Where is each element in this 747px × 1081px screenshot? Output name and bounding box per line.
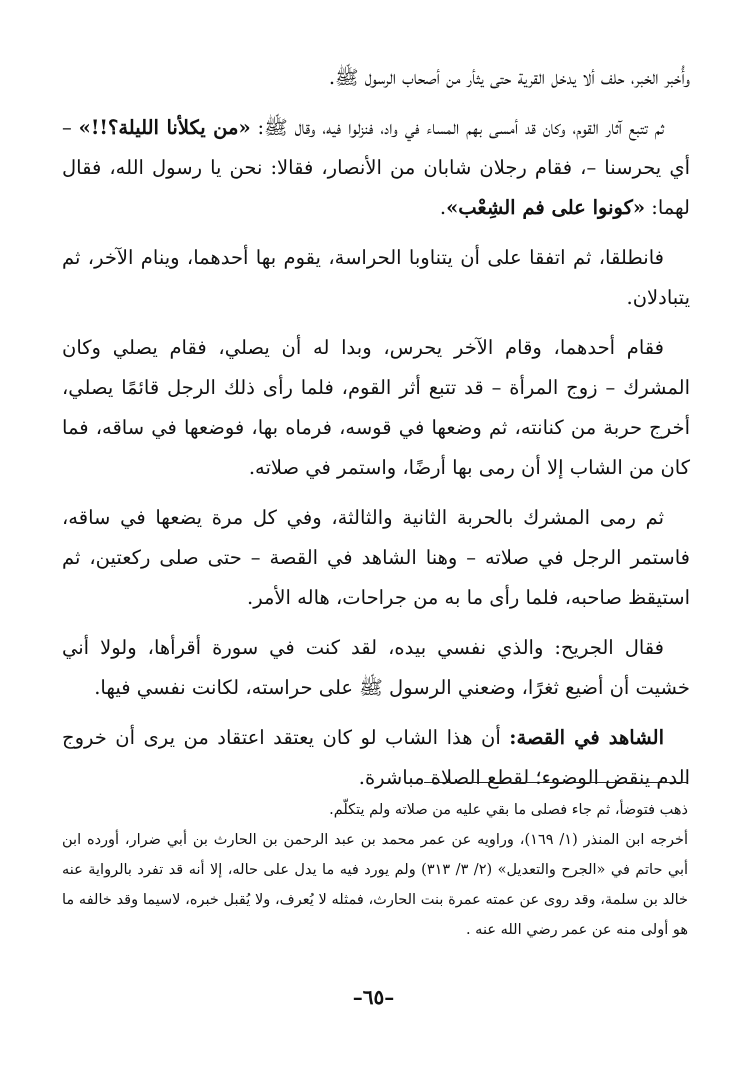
- paragraph-7: [62, 718, 690, 798]
- witness-label: الشاهد في القصة:: [509, 726, 665, 749]
- paragraph-2-quote-1: «من يكلأنا الليلة؟!!»: [78, 116, 251, 139]
- paragraph-1-text: وأُخبر الخبر، حلف ألا يدخل القرية حتى يثأر من أصحاب الرسول ﷺ.: [328, 66, 690, 89]
- paragraph-2-text-c: – أي يحرسنا –، فقام رجلان شابان من الأنصار، فقالا: نحن يا رسول الله، فقال لهما:: [62, 116, 690, 219]
- paragraph-5-text: ثم رمى المشرك بالحربة الثانية والثالثة، وفي كل مرة يضعها في ساقه، فاستمر الرجل في صلاته – وهنا الشاهد في القصة – حتى صلى ركعتين، ثم استيقظ صاحبه، فلما رأى ما به من جراحات، هاله الأمر.: [62, 506, 690, 609]
- paragraph-4-text: فقام أحدهما، وقام الآخر يحرس، وبدا له أن يصلي، فقام يصلي وكان المشرك – زوج المرأة – قد تتبع أثر القوم، فلما رأى ذلك الرجل قائمًا يصلي، أخرج حربة من كنانته، ثم وضعها في قوسه، فرماه بها، فوضعها في ساقه، فما كان من الشاب إلا أن رمى بها أرضًا، واستمر في صلاته.: [62, 336, 690, 479]
- footnote-2: أخرجه ابن المنذر (١/ ١٦٩)، وراويه عن عمر محمد بن عبد الرحمن بن الحارث بن أبي ضرار، أورده ابن أبي حاتم في «الجرح والتعديل» (٢/ ٣/ ٣١٣) ولم يورد فيه ما يدل على حاله، إلا أنه قد تفرد بالرواية عنه خالد بن سلمة، وقد روى عن عمته عمرة بنت الحارث، فمثله لا يُعرف، ولا يُقبل خبره، لاسيما وقد خالفه ما هو أولى منه عن عمر رضي الله عنه .: [62, 832, 689, 938]
- paragraph-6: [62, 628, 690, 708]
- paragraph-2-text-a: ثم تتبع آثار القوم، وكان قد أمسى بهم المساء في واد، فنزلوا فيه، وقال ﷺ:: [250, 116, 664, 139]
- paragraph-4: [62, 328, 690, 488]
- paragraph-2: [62, 108, 690, 228]
- paragraph-5: [62, 498, 690, 618]
- paragraph-2-quote-2: «كونوا على فم الشِعْب»: [446, 196, 646, 219]
- paragraph-7-text: أن هذا الشاب لو كان يعتقد اعتقاد من يرى أن خروج الدم ينقض الوضوء؛ لقطع الصلاة مباشرة.: [62, 726, 690, 789]
- page-number: –٦٥–: [352, 985, 395, 1009]
- paragraph-6-text: فقال الجريح: والذي نفسي بيده، لقد كنت في سورة أقرأها، ولولا أني خشيت أن أضيع ثغرًا، وضعني الرسول ﷺ على حراسته، لكانت نفسي فيها.: [62, 636, 690, 699]
- footnotes: [62, 795, 688, 945]
- paragraph-2-text-e: .: [439, 196, 447, 219]
- footnote-divider: [424, 782, 688, 783]
- paragraph-3-text: فانطلقا، ثم اتفقا على أن يتناوبا الحراسة، يقوم بها أحدهما، وينام الآخر، ثم يتبادلان.: [62, 246, 690, 309]
- footnote-1: ذهب فتوضأ، ثم جاء فصلى ما بقي عليه من صلاته ولم يتكلّم.: [329, 802, 688, 818]
- paragraph-1: [62, 58, 690, 98]
- paragraph-3: [62, 238, 690, 318]
- main-text: [62, 58, 690, 808]
